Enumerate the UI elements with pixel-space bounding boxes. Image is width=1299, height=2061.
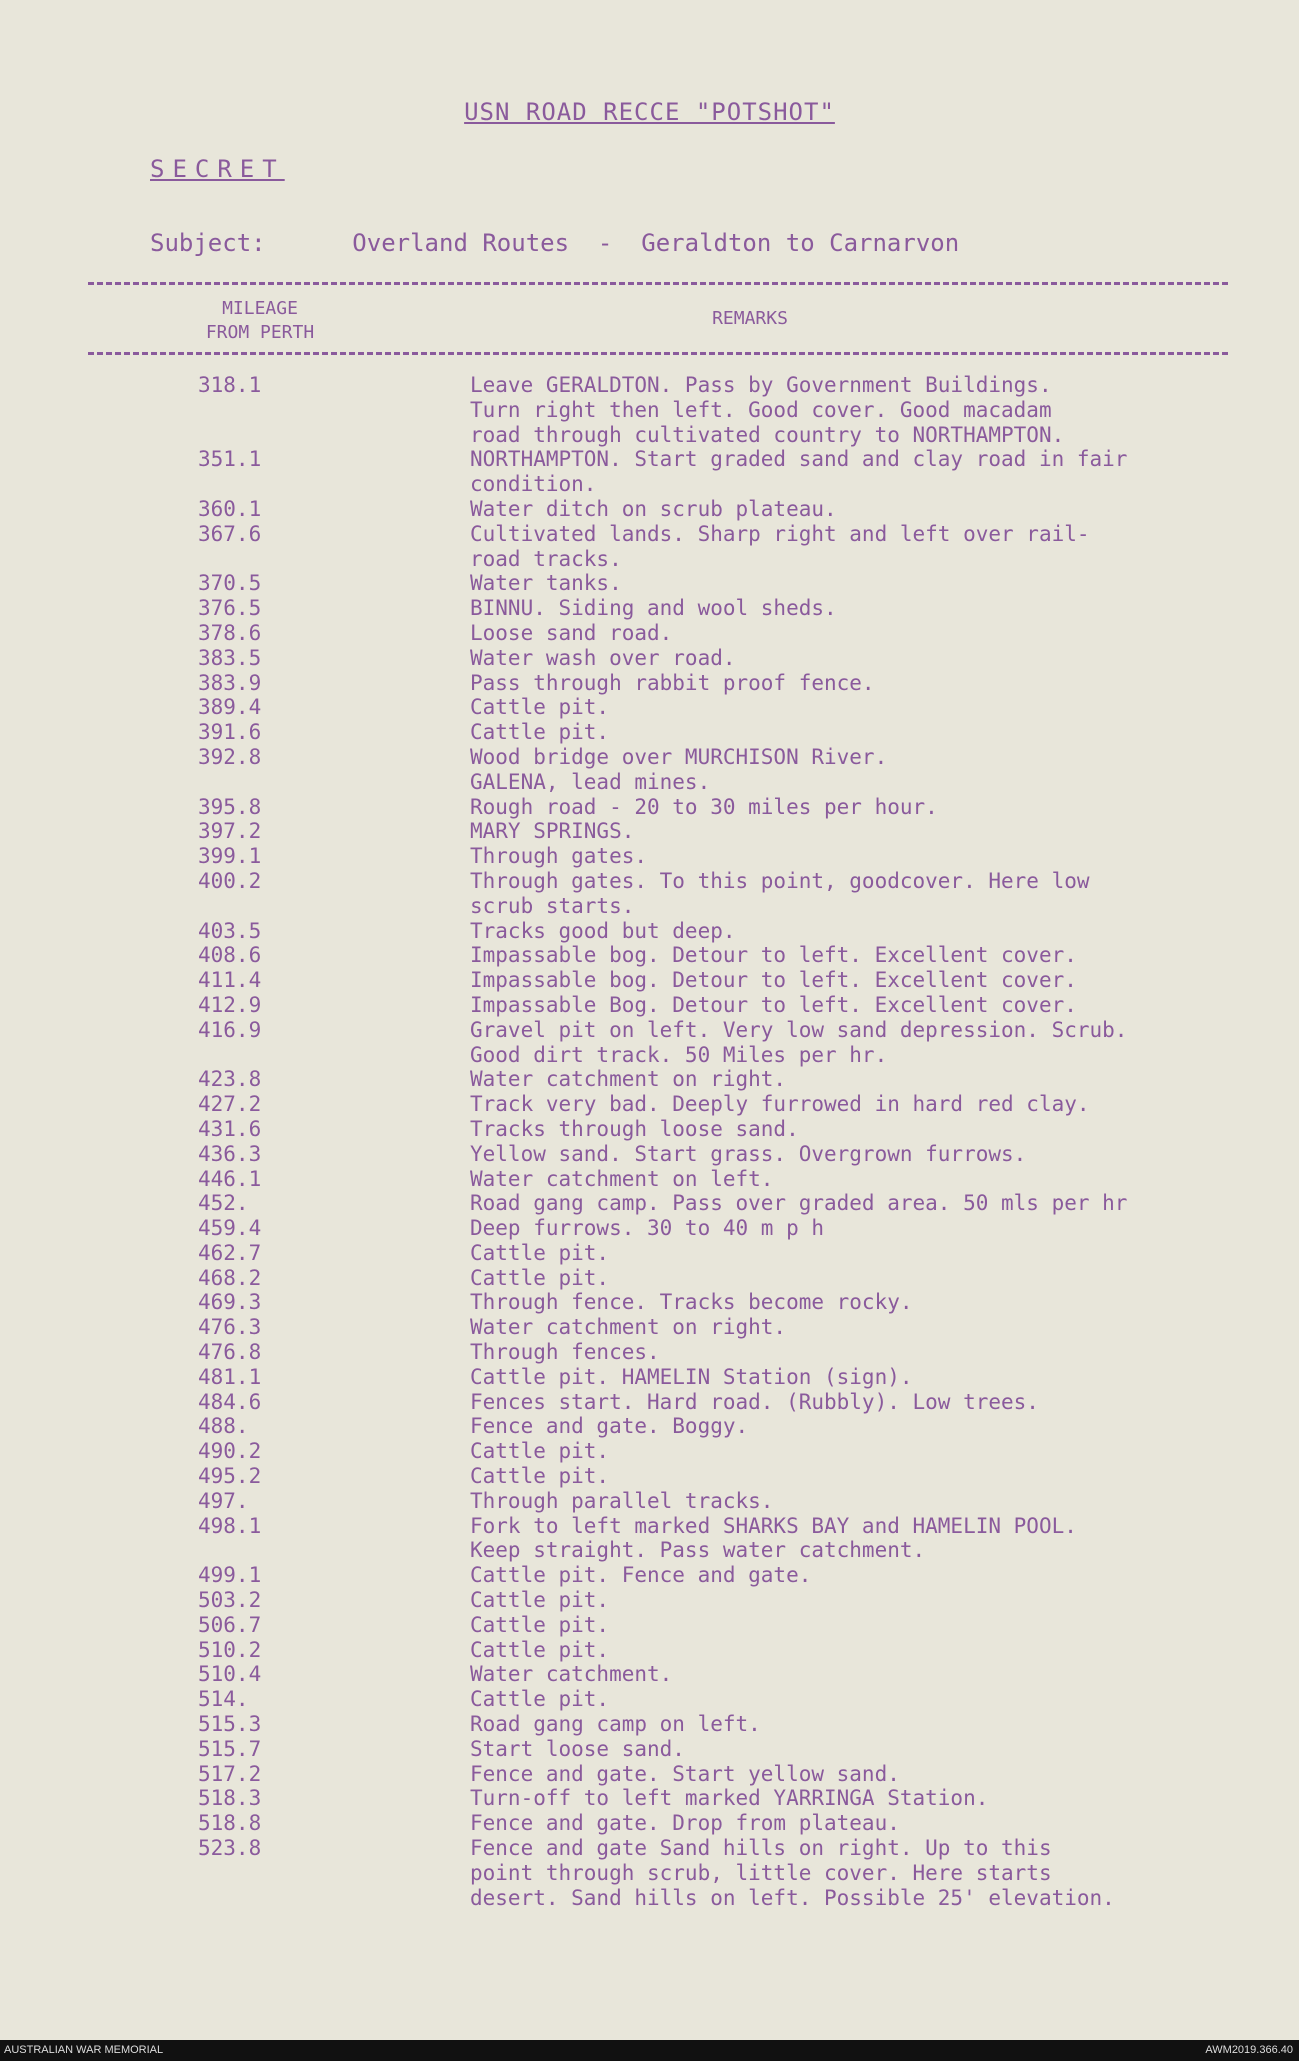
table-row xyxy=(0,571,1299,596)
table-row xyxy=(0,1737,1299,1762)
table-row xyxy=(0,819,1299,844)
table-row xyxy=(0,596,1299,621)
mileage-value: 469.3 xyxy=(198,1290,262,1315)
mileage-value: 376.5 xyxy=(198,596,262,621)
table-row xyxy=(0,1439,1299,1464)
remark-text: Water ditch on scrub plateau. xyxy=(470,496,837,521)
table-row xyxy=(0,373,1299,447)
table-row xyxy=(0,621,1299,646)
table-row xyxy=(0,1786,1299,1811)
remark-text: Water catchment on right. xyxy=(470,1067,787,1092)
remark-text: Water tanks. xyxy=(470,571,622,596)
remark-text: BINNU. Siding and wool sheds. xyxy=(470,596,837,621)
mileage-value: 510.2 xyxy=(198,1637,262,1662)
remark-text: Deep furrows. 30 to 40 m p h xyxy=(470,1216,825,1241)
table-row xyxy=(0,671,1299,696)
mileage-value: 484.6 xyxy=(198,1389,262,1414)
mileage-value: 503.2 xyxy=(198,1588,262,1613)
remark-text: Rough road - 20 to 30 miles per hour. xyxy=(470,794,938,819)
table-row xyxy=(0,993,1299,1018)
table-row xyxy=(0,447,1299,497)
remark-text: Cattle pit. xyxy=(470,720,610,745)
table-row xyxy=(0,1662,1299,1687)
table-row xyxy=(0,1836,1299,1910)
remark-text: Fence and gate. Start yellow sand. xyxy=(470,1761,900,1786)
remark-text: Impassable bog. Detour to left. Excellent cover. xyxy=(470,968,1077,993)
remark-text: Cattle pit. xyxy=(470,1637,610,1662)
remark-text: Pass through rabbit proof fence. xyxy=(470,670,875,695)
mileage-value: 514. xyxy=(198,1687,249,1712)
table-row xyxy=(0,1340,1299,1365)
mileage-value: 408.6 xyxy=(198,943,262,968)
table-row xyxy=(0,522,1299,572)
table-row xyxy=(0,1142,1299,1167)
remark-text: Through gates. xyxy=(470,844,648,869)
table-row xyxy=(0,795,1299,820)
table-row xyxy=(0,1167,1299,1192)
table-row xyxy=(0,1588,1299,1613)
table-row xyxy=(0,1216,1299,1241)
remark-text: Gravel pit on left. Very low sand depression. Scrub. Good dirt track. 50 Miles per hr. xyxy=(470,1017,1128,1067)
mileage-value: 518.8 xyxy=(198,1811,262,1836)
mileage-value: 383.5 xyxy=(198,645,262,670)
remark-text: Cattle pit. HAMELIN Station (sign). xyxy=(470,1364,913,1389)
remark-text: Cattle pit. Fence and gate. xyxy=(470,1563,812,1588)
remark-text: Fork to left marked SHARKS BAY and HAMELIN POOL. Keep straight. Pass water catchment. xyxy=(470,1513,1077,1563)
remark-text: Fence and gate. Boggy. xyxy=(470,1414,749,1439)
remark-text: MARY SPRINGS. xyxy=(470,819,635,844)
mileage-value: 423.8 xyxy=(198,1067,262,1092)
table-row xyxy=(0,497,1299,522)
remark-text: Water wash over road. xyxy=(470,645,736,670)
mileage-value: 452. xyxy=(198,1191,249,1216)
table-row xyxy=(0,1390,1299,1415)
table-row xyxy=(0,1762,1299,1787)
table-row xyxy=(0,1092,1299,1117)
subject-text: Overland Routes - Geraldton to Carnarvon xyxy=(352,229,960,257)
table-row xyxy=(0,1266,1299,1291)
remark-text: Water catchment. xyxy=(470,1662,673,1687)
remark-text: Through fence. Tracks become rocky. xyxy=(470,1290,913,1315)
mileage-value: 515.3 xyxy=(198,1712,262,1737)
mileage-value: 397.2 xyxy=(198,819,262,844)
mileage-value: 468.2 xyxy=(198,1265,262,1290)
mileage-value: 400.2 xyxy=(198,868,262,893)
table-row xyxy=(0,1687,1299,1712)
table-row xyxy=(0,1464,1299,1489)
mileage-value: 498.1 xyxy=(198,1513,262,1538)
subject-line xyxy=(150,229,959,257)
table-row xyxy=(0,1712,1299,1737)
subject-label: Subject: xyxy=(150,229,266,257)
remark-text: Wood bridge over MURCHISON River. GALENA, lead mines. xyxy=(470,744,888,794)
mileage-value: 499.1 xyxy=(198,1563,262,1588)
remark-text: Start loose sand. xyxy=(470,1736,685,1761)
table-row xyxy=(0,1613,1299,1638)
remark-text: Road gang camp on left. xyxy=(470,1712,761,1737)
remark-text: Water catchment on left. xyxy=(470,1166,774,1191)
mileage-value: 476.8 xyxy=(198,1340,262,1365)
mileage-value: 497. xyxy=(198,1488,249,1513)
mileage-value: 416.9 xyxy=(198,1017,262,1042)
remark-text: Cattle pit. xyxy=(470,1265,610,1290)
remark-text: Fences start. Hard road. (Rubbly). Low trees. xyxy=(470,1389,1039,1414)
remark-text: Impassable bog. Detour to left. Excellent cover. xyxy=(470,943,1077,968)
column-header-remarks: REMARKS xyxy=(712,308,788,329)
mileage-value: 378.6 xyxy=(198,620,262,645)
table-row xyxy=(0,1489,1299,1514)
remark-text: Through gates. To this point, goodcover. Here low scrub starts. xyxy=(470,868,1090,918)
remark-text: Fence and gate. Drop from plateau. xyxy=(470,1811,900,1836)
table-row xyxy=(0,745,1299,795)
mileage-value: 383.9 xyxy=(198,670,262,695)
remark-text: Cattle pit. xyxy=(470,1464,610,1489)
remark-text: Cultivated lands. Sharp right and left over rail- road tracks. xyxy=(470,521,1090,571)
mileage-value: 518.3 xyxy=(198,1786,262,1811)
table-row xyxy=(0,943,1299,968)
table-row xyxy=(0,919,1299,944)
mileage-value: 488. xyxy=(198,1414,249,1439)
mileage-value: 510.4 xyxy=(198,1662,262,1687)
remark-text: Through parallel tracks. xyxy=(470,1488,774,1513)
table-row xyxy=(0,1067,1299,1092)
remark-text: Cattle pit. xyxy=(470,1240,610,1265)
mileage-value: 412.9 xyxy=(198,992,262,1017)
remark-text: Road gang camp. Pass over graded area. 50 mls per hr xyxy=(470,1191,1128,1216)
column-header-mileage: MILEAGE FROM PERTH xyxy=(205,298,315,343)
mileage-value: 446.1 xyxy=(198,1166,262,1191)
remark-text: Tracks through loose sand. xyxy=(470,1116,799,1141)
table-row xyxy=(0,1514,1299,1564)
table-row xyxy=(0,1563,1299,1588)
mileage-table xyxy=(0,373,1299,1910)
table-row xyxy=(0,869,1299,919)
mileage-value: 427.2 xyxy=(198,1092,262,1117)
mileage-value: 490.2 xyxy=(198,1439,262,1464)
mileage-value: 411.4 xyxy=(198,968,262,993)
table-row xyxy=(0,1414,1299,1439)
table-row xyxy=(0,1241,1299,1266)
table-row xyxy=(0,1191,1299,1216)
mileage-value: 389.4 xyxy=(198,695,262,720)
mileage-value: 495.2 xyxy=(198,1464,262,1489)
table-row xyxy=(0,646,1299,671)
table-row xyxy=(0,1315,1299,1340)
table-row xyxy=(0,1365,1299,1390)
mileage-value: 506.7 xyxy=(198,1612,262,1637)
mileage-value: 476.3 xyxy=(198,1315,262,1340)
table-row xyxy=(0,720,1299,745)
mileage-value: 481.1 xyxy=(198,1364,262,1389)
remark-text: Leave GERALDTON. Pass by Government Buildings. Turn right then left. Good cover. Good macadam road through cultivated country to NORTHAMPTON. xyxy=(470,373,1065,447)
remark-text: Cattle pit. xyxy=(470,1687,610,1712)
mileage-value: 360.1 xyxy=(198,496,262,521)
table-row xyxy=(0,695,1299,720)
remark-text: Cattle pit. xyxy=(470,1612,610,1637)
mileage-value: 318.1 xyxy=(198,373,262,397)
mileage-value: 392.8 xyxy=(198,744,262,769)
remark-text: Water catchment on right. xyxy=(470,1315,787,1340)
remark-text: Tracks good but deep. xyxy=(470,918,736,943)
table-row xyxy=(0,1018,1299,1068)
remark-text: Through fences. xyxy=(470,1340,660,1365)
mileage-value: 517.2 xyxy=(198,1761,262,1786)
remark-text: Loose sand road. xyxy=(470,620,673,645)
document-title: USN ROAD RECCE "POTSHOT" xyxy=(464,98,835,126)
mileage-value: 523.8 xyxy=(198,1836,262,1861)
table-row xyxy=(0,844,1299,869)
table-row xyxy=(0,1290,1299,1315)
remark-text: Yellow sand. Start grass. Overgrown furrows. xyxy=(470,1141,1027,1166)
footer-credit: AUSTRALIAN WAR MEMORIAL xyxy=(4,2044,164,2056)
header-bottom-rule xyxy=(88,352,1228,355)
remark-text: Impassable Bog. Detour to left. Excellent cover. xyxy=(470,992,1077,1017)
mileage-value: 515.7 xyxy=(198,1736,262,1761)
footer-accession-number: AWM2019.366.40 xyxy=(1205,2044,1293,2056)
header-top-rule xyxy=(88,282,1228,285)
mileage-value: 462.7 xyxy=(198,1240,262,1265)
remark-text: Cattle pit. xyxy=(470,1439,610,1464)
footer-bar xyxy=(0,2040,1299,2061)
remark-text: Cattle pit. xyxy=(470,1588,610,1613)
mileage-value: 391.6 xyxy=(198,720,262,745)
table-row xyxy=(0,1811,1299,1836)
remark-text: Track very bad. Deeply furrowed in hard red clay. xyxy=(470,1092,1090,1117)
mileage-value: 351.1 xyxy=(198,447,262,472)
mileage-value: 436.3 xyxy=(198,1141,262,1166)
mileage-value: 370.5 xyxy=(198,571,262,596)
table-row xyxy=(0,1117,1299,1142)
mileage-value: 367.6 xyxy=(198,521,262,546)
mileage-value: 431.6 xyxy=(198,1116,262,1141)
classification-marking: SECRET xyxy=(150,155,285,183)
mileage-value: 403.5 xyxy=(198,918,262,943)
remark-text: NORTHAMPTON. Start graded sand and clay road in fair condition. xyxy=(470,447,1128,497)
mileage-value: 395.8 xyxy=(198,794,262,819)
table-row xyxy=(0,968,1299,993)
remark-text: Turn-off to left marked YARRINGA Station. xyxy=(470,1786,989,1811)
remark-text: Cattle pit. xyxy=(470,695,610,720)
remark-text: Fence and gate Sand hills on right. Up to this point through scrub, little cover. Here starts desert. Sand hills on left. Possible 25' elevation. xyxy=(470,1836,1115,1910)
mileage-value: 399.1 xyxy=(198,844,262,869)
mileage-value: 459.4 xyxy=(198,1216,262,1241)
table-row xyxy=(0,1638,1299,1663)
